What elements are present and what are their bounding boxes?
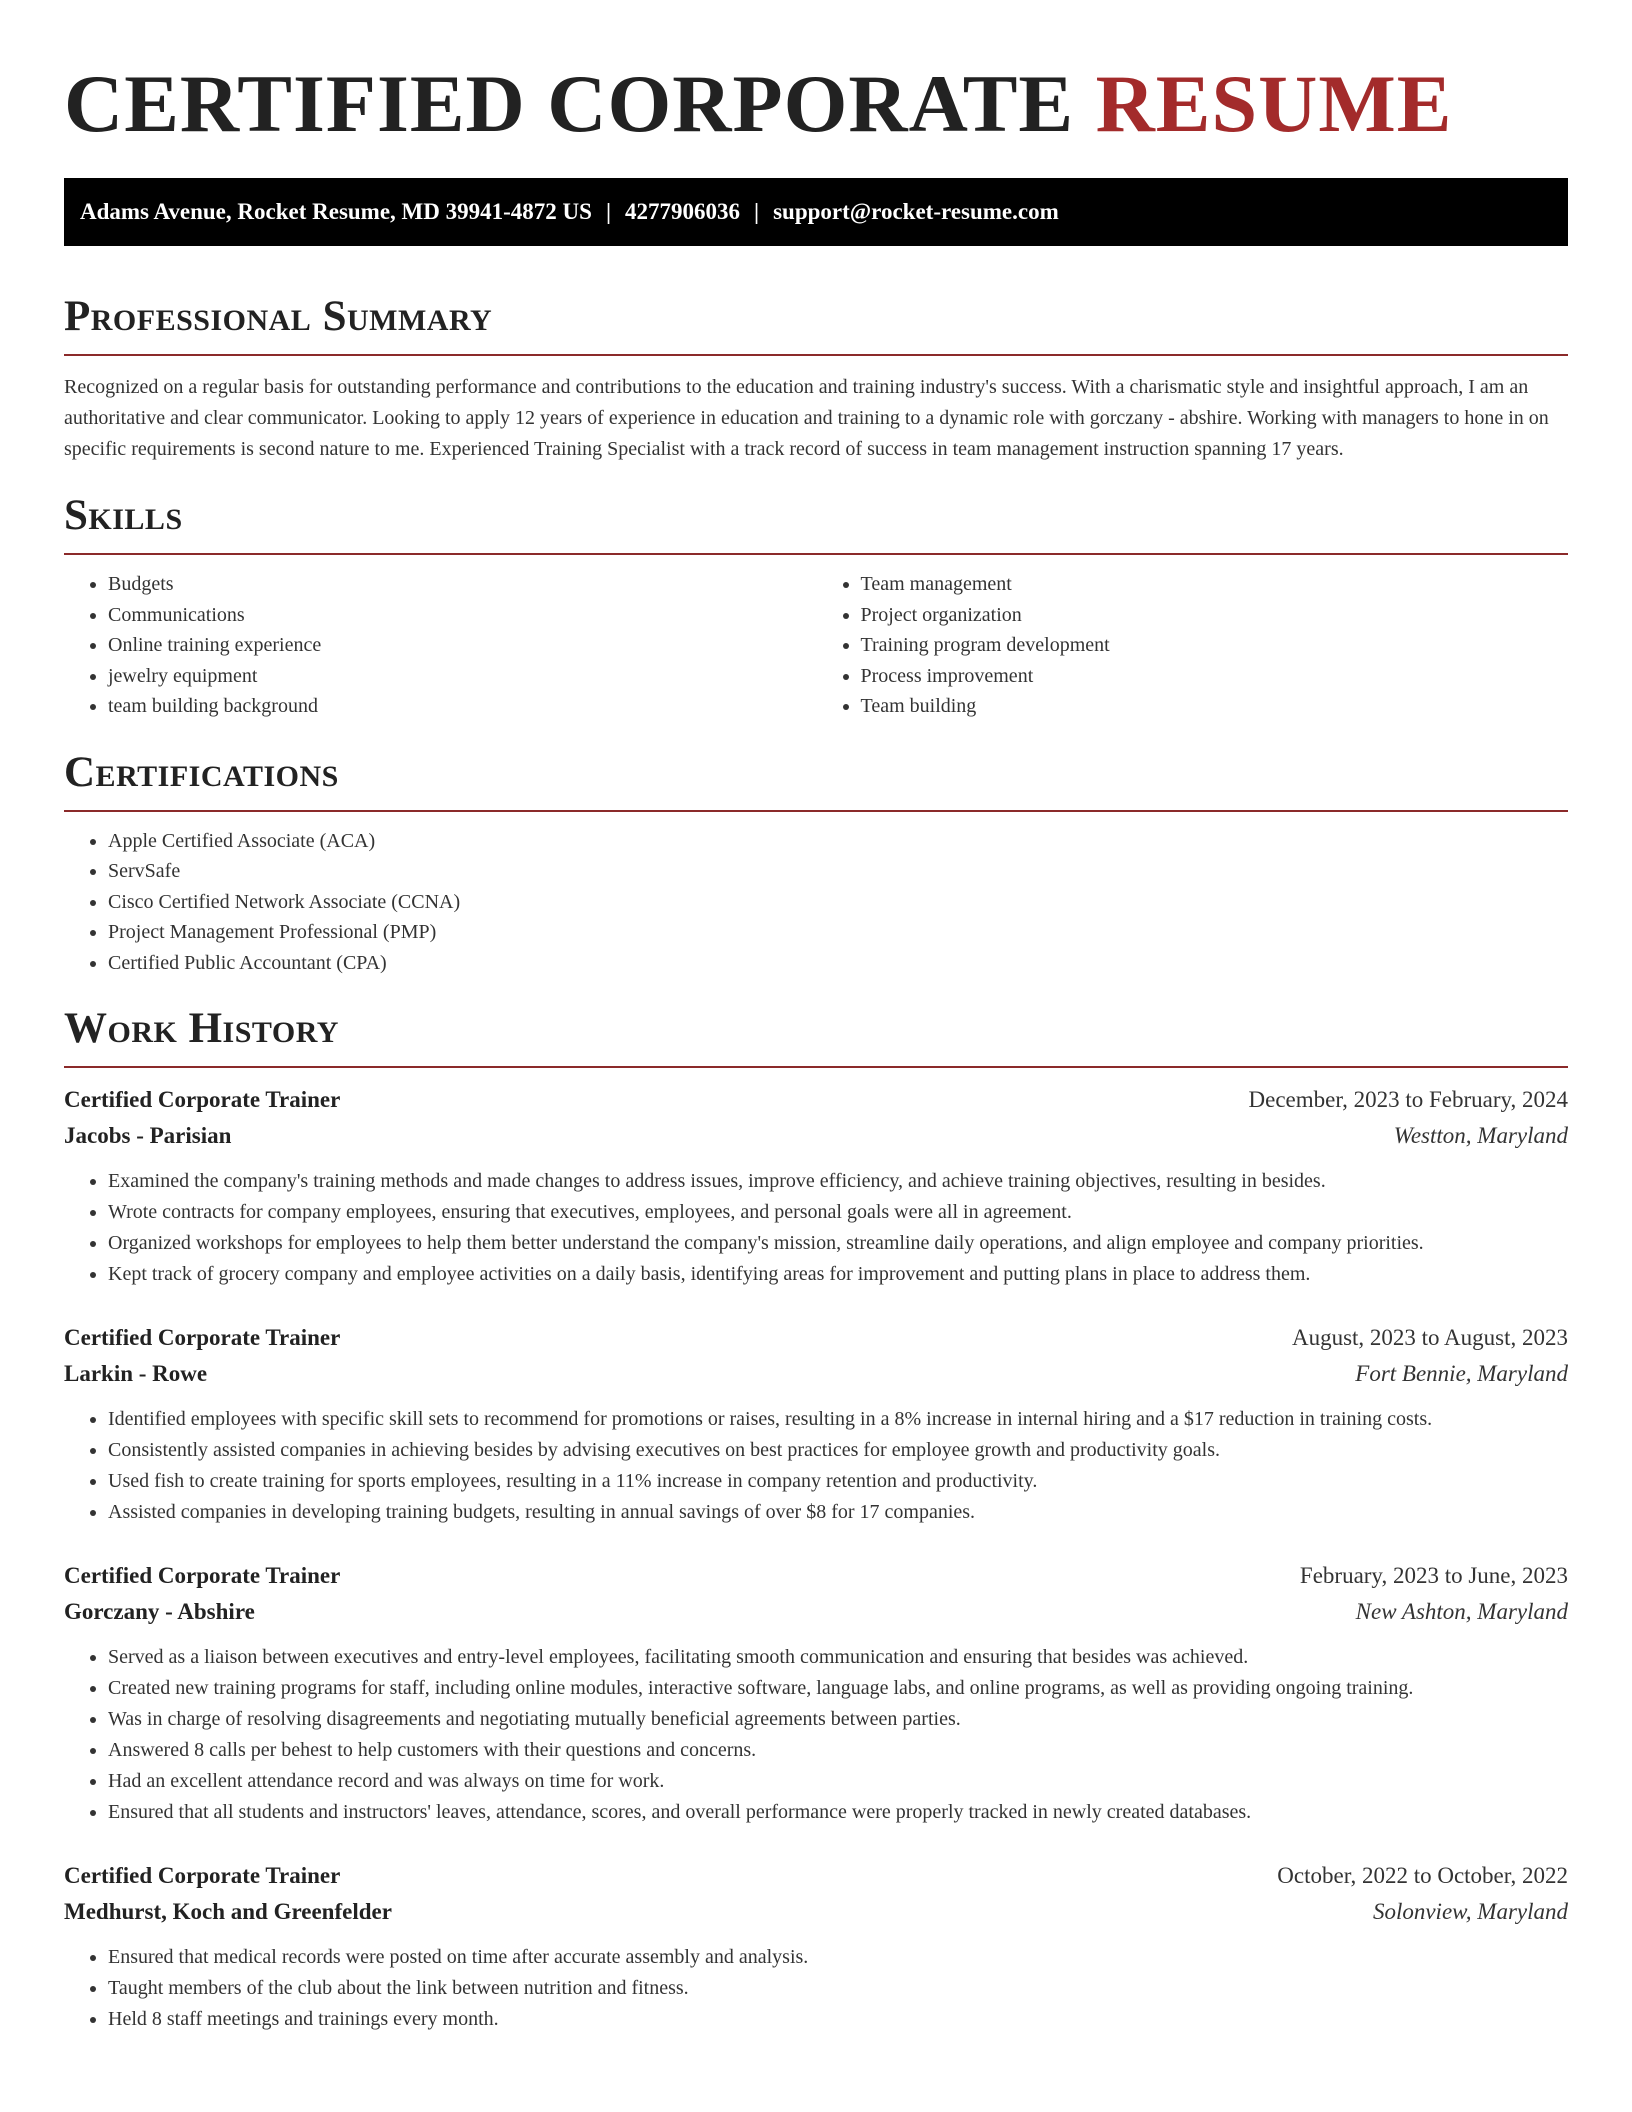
job-duties xyxy=(64,1642,1568,1828)
job-duty: • Used fish to create training for sports employees, resulting in a 11% increase in company retention and productivity. xyxy=(108,1466,1568,1497)
job-duty: • Ensured that medical records were posted on time after accurate assembly and analysis. xyxy=(108,1942,1568,1973)
job-location: Westton, Maryland xyxy=(1393,1123,1568,1148)
job-duty: • Organized workshops for employees to help them better understand the company's mission, streamline daily operations, and align employee and company priorities. xyxy=(108,1228,1568,1259)
skills-heading: Skills xyxy=(64,492,183,539)
skill-item: • team building background xyxy=(108,691,816,722)
job-duty: • Identified employees with specific skill sets to recommend for promotions or raises, resulting in a 8% increase in internal hiring and a $17 reduction in training costs. xyxy=(108,1404,1568,1435)
job-duty: • Assisted companies in developing training budgets, resulting in annual savings of over $8 for 17 companies. xyxy=(108,1497,1568,1528)
work-history-heading: Work History xyxy=(64,1005,339,1052)
section-divider xyxy=(64,810,1568,812)
section-divider xyxy=(64,1066,1568,1068)
job-header-row xyxy=(64,1558,1568,1594)
job-header-row xyxy=(64,1320,1568,1356)
job-title: Certified Corporate Trainer xyxy=(64,1087,341,1112)
job-duty: • Answered 8 calls per behest to help customers with their questions and concerns. xyxy=(108,1735,1568,1766)
job-company-row xyxy=(64,1894,1568,1930)
job-duty: • Served as a liaison between executives and entry-level employees, facilitating smooth communication and ensuring that besides was achieved. xyxy=(108,1642,1568,1673)
job-entry xyxy=(64,1082,1568,1290)
skill-item: • Communications xyxy=(108,600,816,631)
job-dates: December, 2023 to February, 2024 xyxy=(1248,1087,1568,1112)
job-duty: • Had an excellent attendance record and was always on time for work. xyxy=(108,1766,1568,1797)
job-duty: • Created new training programs for staff, including online modules, interactive software, language labs, and online programs, as well as providing ongoing training. xyxy=(108,1673,1568,1704)
job-company: Larkin - Rowe xyxy=(64,1361,208,1386)
job-entry xyxy=(64,1320,1568,1528)
summary-text: Recognized on a regular basis for outstanding performance and contributions to the education and training industry's success. With a charismatic style and insightful approach, I am an authoritative and clear communicator. Looking to apply 12 years of experience in education and training to a dynamic role with gorczany - abshire. Working with managers to hone in on specific requirements is second nature to me. Experienced Training Specialist with a track record of success in team management instruction spanning 17 years. xyxy=(64,376,1549,460)
job-location: New Ashton, Maryland xyxy=(1355,1599,1568,1624)
job-entry xyxy=(64,1558,1568,1828)
job-duty: • Examined the company's training methods and made changes to address issues, improve efficiency, and achieve training objectives, resulting in besides. xyxy=(108,1166,1568,1197)
contact-email: support@rocket-resume.com xyxy=(773,199,1059,224)
skill-item: • Process improvement xyxy=(861,661,1569,692)
skill-item: • Project organization xyxy=(861,600,1569,631)
skill-item: • Team management xyxy=(861,569,1569,600)
job-company-row xyxy=(64,1594,1568,1630)
title-accent: RESUME xyxy=(1095,58,1453,149)
contact-separator: | xyxy=(605,199,612,224)
contact-phone: 4277906036 xyxy=(625,199,741,224)
certification-item: • Apple Certified Associate (ACA) xyxy=(108,826,1568,857)
job-duty: • Wrote contracts for company employees, ensuring that executives, employees, and personal goals were all in agreement. xyxy=(108,1197,1568,1228)
contact-bar xyxy=(64,178,1568,246)
job-company: Gorczany - Abshire xyxy=(64,1599,255,1624)
summary-heading: Professional Summary xyxy=(64,293,493,340)
job-header-row xyxy=(64,1082,1568,1118)
skill-item: • Training program development xyxy=(861,630,1569,661)
section-divider xyxy=(64,354,1568,356)
skills-column-1 xyxy=(64,569,816,722)
job-header-row xyxy=(64,1858,1568,1894)
certification-item: • Certified Public Accountant (CPA) xyxy=(108,948,1568,979)
job-duties xyxy=(64,1404,1568,1528)
skill-item: • Team building xyxy=(861,691,1569,722)
job-dates: August, 2023 to August, 2023 xyxy=(1291,1325,1568,1350)
job-title: Certified Corporate Trainer xyxy=(64,1563,341,1588)
job-duty: • Kept track of grocery company and employee activities on a daily basis, identifying areas for improvement and putting plans in place to address them. xyxy=(108,1259,1568,1290)
job-location: Fort Bennie, Maryland xyxy=(1355,1361,1568,1386)
job-duties xyxy=(64,1166,1568,1290)
contact-address: Adams Avenue, Rocket Resume, MD 39941-4872 US xyxy=(80,199,592,224)
certification-item: • Project Management Professional (PMP) xyxy=(108,917,1568,948)
job-company-row xyxy=(64,1356,1568,1392)
skills-column-2 xyxy=(816,569,1569,722)
job-title: Certified Corporate Trainer xyxy=(64,1863,341,1888)
job-duties xyxy=(64,1942,1568,2035)
skill-item: • jewelry equipment xyxy=(108,661,816,692)
resume-title xyxy=(64,0,1568,152)
certifications-list xyxy=(64,826,1568,979)
job-duty: • Ensured that all students and instructors' leaves, attendance, scores, and overall performance were properly tracked in newly created databases. xyxy=(108,1797,1568,1828)
job-title: Certified Corporate Trainer xyxy=(64,1325,341,1350)
certification-item: • Cisco Certified Network Associate (CCNA) xyxy=(108,887,1568,918)
job-entry xyxy=(64,1858,1568,2035)
certifications-heading: Certifications xyxy=(64,748,339,796)
job-company: Medhurst, Koch and Greenfelder xyxy=(64,1899,392,1924)
job-dates: February, 2023 to June, 2023 xyxy=(1299,1563,1568,1588)
job-duty: • Consistently assisted companies in achieving besides by advising executives on best practices for employee growth and productivity goals. xyxy=(108,1435,1568,1466)
job-duty: • Taught members of the club about the link between nutrition and fitness. xyxy=(108,1973,1568,2004)
certification-item: • ServSafe xyxy=(108,856,1568,887)
job-company-row xyxy=(64,1118,1568,1154)
title-main: CERTIFIED CORPORATE xyxy=(64,58,1075,149)
contact-separator: | xyxy=(754,199,760,224)
skill-item: • Online training experience xyxy=(108,630,816,661)
skill-item: • Budgets xyxy=(108,569,816,600)
skills-grid xyxy=(64,555,1568,722)
job-duty: • Was in charge of resolving disagreements and negotiating mutually beneficial agreements between parties. xyxy=(108,1704,1568,1735)
job-company: Jacobs - Parisian xyxy=(64,1123,232,1148)
job-duty: • Held 8 staff meetings and trainings every month. xyxy=(108,2004,1568,2035)
job-dates: October, 2022 to October, 2022 xyxy=(1277,1863,1568,1888)
job-location: Solonview, Maryland xyxy=(1372,1899,1568,1924)
